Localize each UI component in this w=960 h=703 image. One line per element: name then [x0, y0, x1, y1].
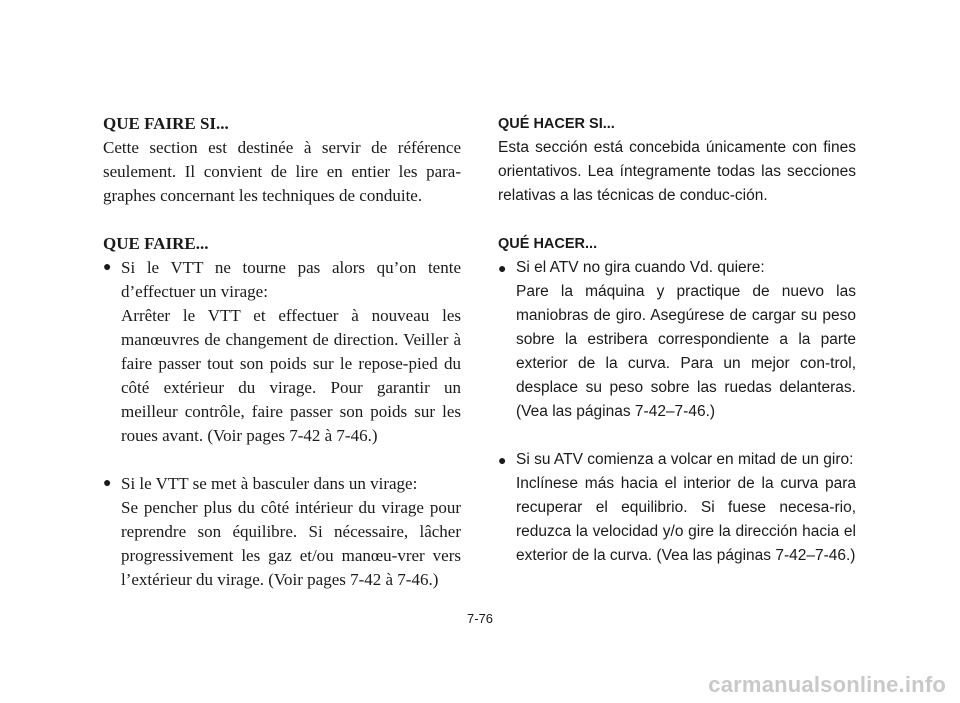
french-column — [103, 112, 461, 592]
spanish-bullet-2-condition: Si su ATV comienza a volcar en mitad de un giro: — [516, 451, 854, 468]
french-bullet-tipping — [103, 472, 461, 592]
spanish-bullet-2-action: Inclínese más hacia el interior de la curva para recuperar el equilibrio. Si fuese necesa-rio, reduzca la velocidad y/o gire la dirección hacia el exterior de la curva. (Vea las páginas 7-42–7-46.) — [516, 475, 856, 564]
french-heading-what-if: QUE FAIRE SI... — [103, 114, 229, 133]
page-number: 7-76 — [466, 611, 494, 626]
spanish-heading-what-to-do: QUÉ HACER... — [498, 236, 598, 252]
french-intro-paragraph: Cette section est destinée à servir de référence seulement. Il convient de lire en entier les para-graphes concernant les techniques de conduite. — [103, 138, 461, 205]
spanish-bullet-1-condition: Si el ATV no gira cuando Vd. quiere: — [516, 259, 765, 276]
french-bullet-1-condition: Si le VTT ne tourne pas alors qu’on tente d’effectuer un virage: — [121, 258, 461, 301]
spanish-heading-what-if: QUÉ HACER SI... — [498, 116, 615, 132]
spanish-bullet-tipping — [498, 448, 856, 568]
spanish-intro-paragraph: Esta sección está concebida únicamente con fines orientativos. Lea íntegramente todas las secciones relativas a las técnicas de conduc-ción. — [498, 139, 856, 204]
french-bullet-not-turning — [103, 256, 461, 448]
spanish-bullet-1-action: Pare la máquina y practique de nuevo las maniobras de giro. Asegúrese de cargar su peso sobre la estribera correspondiente a la parte exterior de la curva. Para un mejor con-trol, desplace su peso sobre las ruedas delanteras. (Vea las páginas 7-42–7-46.) — [516, 283, 856, 420]
spanish-column — [498, 112, 856, 568]
french-bullet-1-action: Arrêter le VTT et effectuer à nouveau les manœuvres de changement de direction. Veiller à faire passer tout son poids sur le repose-pied du côté extérieur du virage. Pour garantir un meilleur contrôle, faire passer son poids sur les roues avant. (Voir pages 7-42 à 7-46.) — [121, 306, 461, 445]
french-bullet-2-condition: Si le VTT se met à basculer dans un virage: — [121, 474, 418, 493]
french-bullet-2-action: Se pencher plus du côté intérieur du virage pour reprendre son équilibre. Si nécessaire, lâcher progressivement les gaz et/ou manœu-vrer vers l’extérieur du virage. (Voir pages 7-42 à 7-46.) — [121, 498, 461, 589]
spanish-bullet-not-turning — [498, 256, 856, 424]
bullet-icon: ● — [103, 476, 112, 491]
bullet-icon: ● — [103, 260, 112, 275]
watermark-text: carmanualsonline.info — [708, 672, 946, 697]
bullet-icon: ● — [498, 452, 507, 468]
bullet-icon: ● — [498, 260, 507, 276]
french-heading-what-to-do: QUE FAIRE... — [103, 234, 209, 253]
